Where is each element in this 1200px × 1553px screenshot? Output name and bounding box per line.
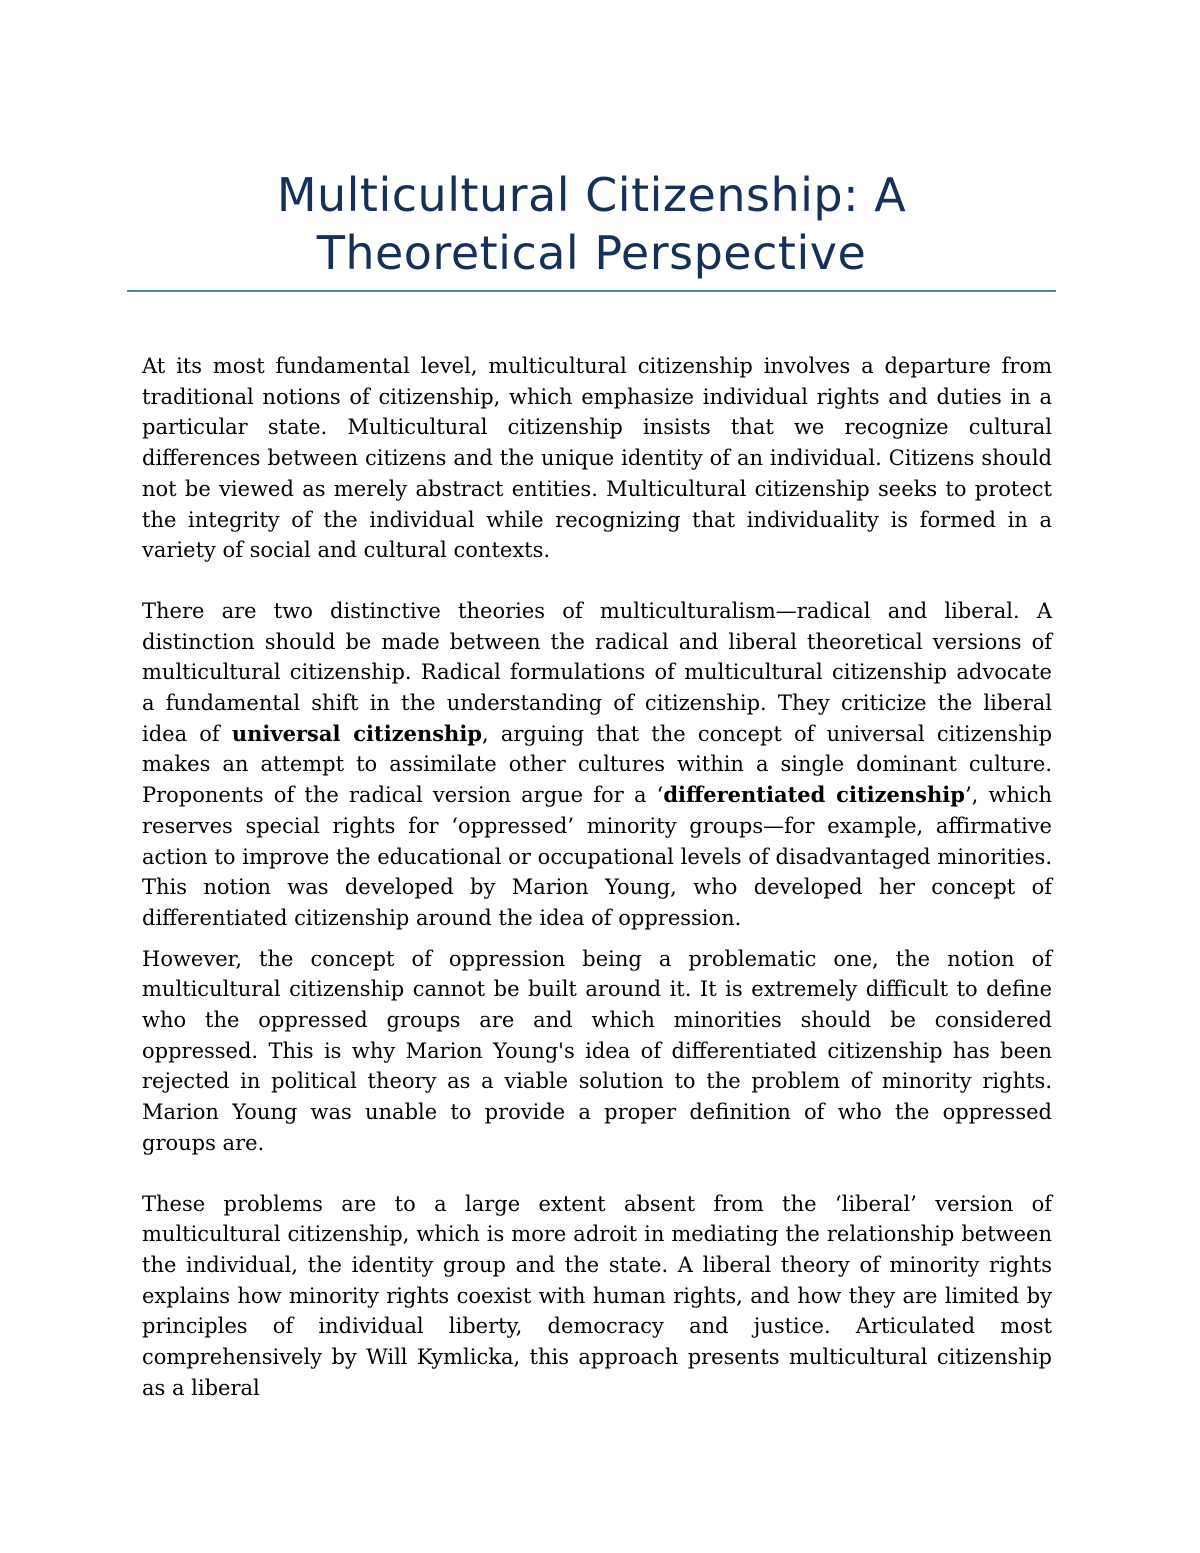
- title-line-2: Theoretical Perspective: [316, 226, 867, 280]
- term-differentiated-citizenship: differentiated citizenship: [663, 782, 965, 808]
- paragraph-1: At its most fundamental level, multicultural citizenship involves a departure from traditional notions of citizenship, which emphasize individual rights and duties in a particular state. Multicultural citizenship insists that we recognize cultural differences between citizens and the unique identity of an individual. Citizens should not be viewed as merely abstract entities. Multicultural citizenship seeks to protect the integrity of the individual while recognizing that individuality is formed in a variety of social and cultural contexts.: [142, 354, 1052, 563]
- title-divider: [127, 290, 1056, 292]
- paragraph-2-part-2: , arguing that the concept of universal citizenship makes an attempt to assimilate other cultures within a single dominant culture. Proponents of the radical version argue for a ‘: [142, 721, 1053, 808]
- paragraph-4: These problems are to a large extent absent from the ‘liberal’ version of multicultural citizenship, which is more adroit in mediating the relationship between the individual, the identity group and the state. A liberal theory of minority rights explains how minority rights coexist with human rights, and how they are limited by principles of individual liberty, democracy and justice. Articulated most comprehensively by Will Kymlicka, this approach presents multicultural citizenship as a liberal: [142, 1191, 1052, 1400]
- document-title: [127, 166, 1056, 282]
- paragraph-2: [142, 596, 1052, 934]
- paragraph-2-part-1: There are two distinctive theories of multiculturalism—radical and liberal. A distinction should be made between the radical and liberal theoretical versions of multicultural citizenship. Radical formulations of multicultural citizenship advocate a fundamental shift in the understanding of citizenship. They criticize the liberal idea of: [142, 598, 1052, 746]
- term-universal-citizenship: universal citizenship: [231, 720, 482, 746]
- paragraph-3: However, the concept of oppression being a problematic one, the notion of multicultural citizenship cannot be built around it. It is extremely difficult to define who the oppressed groups are and which minorities should be considered oppressed. This is why Marion Young's idea of differentiated citizenship has been rejected in political theory as a viable solution to the problem of minority rights. Marion Young was unable to provide a proper definition of who the oppressed groups are.: [142, 946, 1052, 1155]
- title-line-1: Multicultural Citizenship: A: [276, 168, 907, 222]
- paragraph-2-part-3: ’, which reserves special rights for ‘oppressed’ minority groups—for example, affirmative action to improve the educational or occupational levels of disadvantaged minorities. This notion was developed by Marion Young, who developed her concept of differentiated citizenship around the idea of oppression.: [142, 783, 1052, 930]
- document-body: [142, 351, 1052, 1404]
